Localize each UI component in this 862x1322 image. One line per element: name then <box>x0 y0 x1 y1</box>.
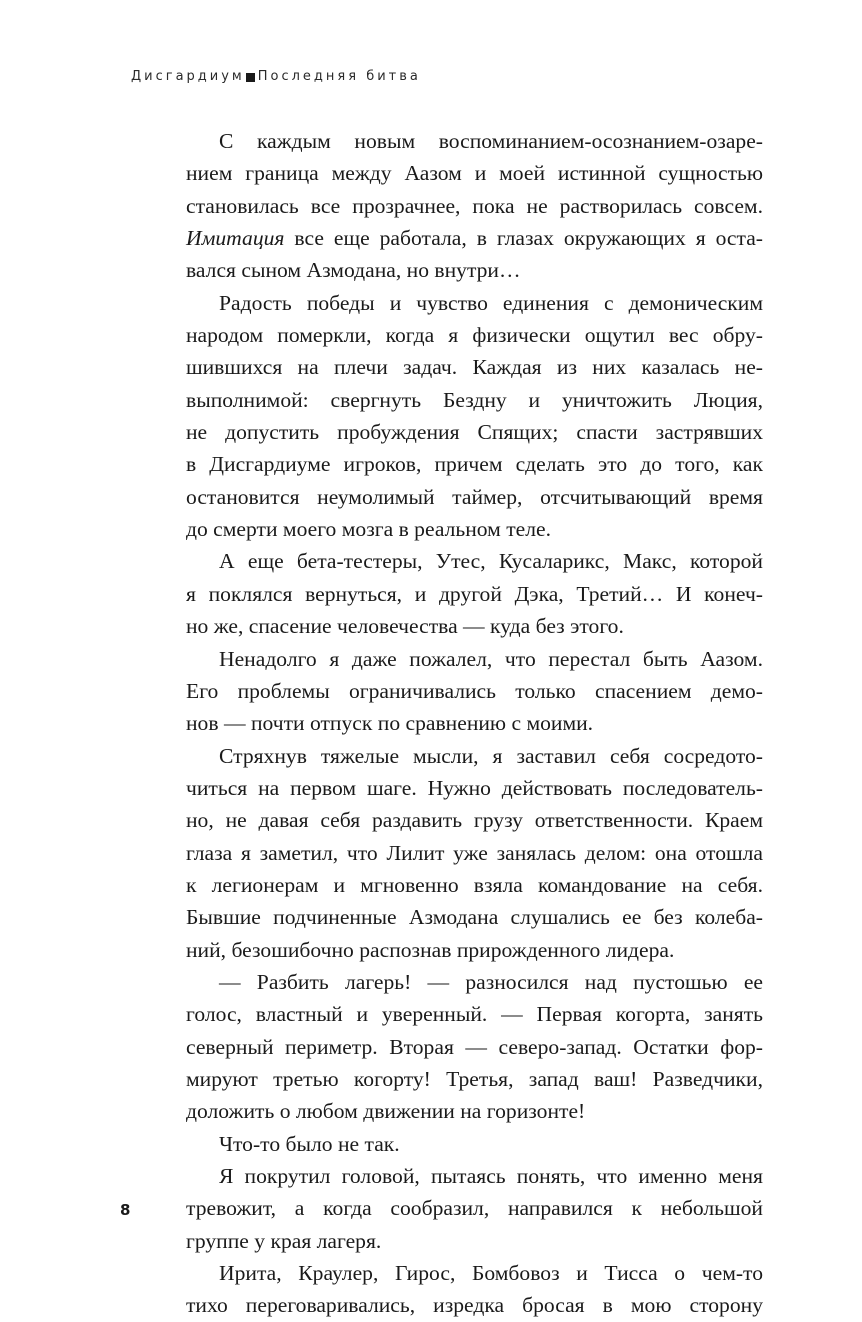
header-book-title: Дисгардиум <box>131 69 245 84</box>
running-header <box>131 69 421 84</box>
text-line: группе у края лагеря. <box>186 1228 382 1253</box>
text-line: читься на первом шаге. Нужно действовать последователь- <box>186 775 763 800</box>
text-line: Я покрутил головой, пытаясь понять, что именно меня <box>219 1164 763 1188</box>
text-line: А еще бета-тестеры, Утес, Кусаларикс, Макс, которой <box>219 549 763 574</box>
text-line: нием граница между Аазом и моей истинной сущностью <box>186 161 763 186</box>
text-line: северный периметр. Вторая — северо-запад. Остатки фор- <box>186 1034 763 1059</box>
text-line: Стряхнув тяжелые мысли, я заставил себя сосредото- <box>219 743 763 768</box>
text-line: народом померкли, когда я физически ощутил вес обру- <box>186 323 763 348</box>
text-line: Его проблемы ограничивались только спасением демо- <box>186 678 763 703</box>
text-line: доложить о любом движении на горизонте! <box>186 1099 586 1124</box>
italic-word: Имитация <box>186 226 285 251</box>
text-line: нов — почти отпуск по сравнению с моими. <box>186 711 594 736</box>
text-line: тихо переговаривались, изредка бросая в мою сторону <box>186 1293 763 1318</box>
text-line: в Дисгардиуме игроков, причем сделать это до того, как <box>186 452 763 477</box>
text-line: до смерти моего мозга в реальном теле. <box>186 517 551 542</box>
text-line: — Разбить лагерь! — разносился над пустошью ее <box>219 969 763 994</box>
text-line-rest: все еще работала, в глазах окружающих я оста- <box>294 226 763 251</box>
header-separator-square <box>246 73 255 82</box>
text-line: становилась все прозрачнее, пока не растворилась совсем. <box>186 193 763 218</box>
text-line: глаза я заметил, что Лилит уже занялась делом: она отошла <box>186 840 763 865</box>
text-line: голос, властный и уверенный. — Первая когорта, занять <box>186 1002 763 1027</box>
text-line: ний, безошибочно распознав прирожденного лидера. <box>186 937 675 962</box>
header-chapter-title: Последняя битва <box>257 69 421 84</box>
text-line: выполнимой: свергнуть Бездну и уничтожить Люция, <box>186 387 763 412</box>
text-line-italic-start <box>186 222 763 254</box>
text-line: Радость победы и чувство единения с демоническим <box>219 290 763 315</box>
text-line: С каждым новым воспоминанием-осознанием-озаре- <box>219 129 763 153</box>
body-text <box>186 125 763 1322</box>
text-line: Ирита, Краулер, Гирос, Бомбовоз и Тисса о чем-то <box>219 1261 763 1286</box>
text-line: но же, спасение человечества — куда без этого. <box>186 614 624 639</box>
text-line: но, не давая себя раздавить грузу ответственности. Краем <box>186 808 763 833</box>
text-line: Бывшие подчиненные Азмодана слушались ее без колеба- <box>186 905 763 930</box>
text-line: не допустить пробуждения Спящих; спасти застрявших <box>186 420 763 445</box>
text-line: к легионерам и мгновенно взяла командование на себя. <box>186 872 763 897</box>
text-line: Что-то было не так. <box>219 1131 400 1156</box>
text-line: мируют третью когорту! Третья, запад ваш! Разведчики, <box>186 1066 763 1091</box>
text-line: вался сыном Азмодана, но внутри… <box>186 258 521 283</box>
text-line: шившихся на плечи задач. Каждая из них казалась не- <box>186 355 763 380</box>
text-line: я поклялся вернуться, и другой Дэка, Третий… И конеч- <box>186 581 763 606</box>
text-line: остановится неумолимый таймер, отсчитывающий время <box>186 484 763 509</box>
page-number: 8 <box>120 1201 131 1219</box>
text-line: тревожит, а когда сообразил, направился к небольшой <box>186 1196 763 1221</box>
text-line: Ненадолго я даже пожалел, что перестал быть Аазом. <box>219 646 763 671</box>
